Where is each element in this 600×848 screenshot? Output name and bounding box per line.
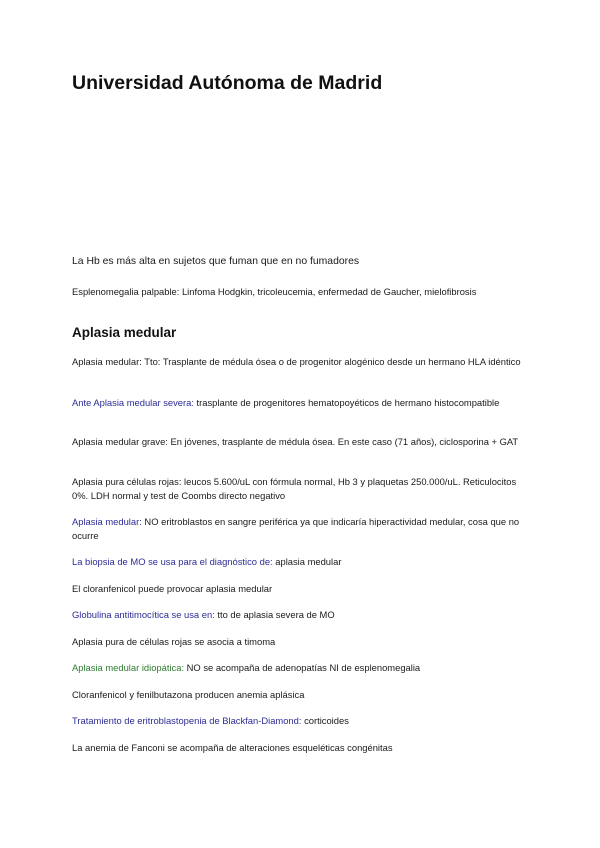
item-label: Globulina antitimocítica se usa en: (72, 609, 215, 620)
paragraph-text: La Hb es más alta en sujetos que fuman que en no fumadores (72, 256, 360, 267)
paragraph-text: Esplenomegalia palpable: Linfoma Hodgkin, tricoleucemia, enfermedad de Gaucher, mielofibrosis (72, 286, 477, 297)
item-label: La biopsia de MO se usa para el diagnóstico de: (72, 556, 273, 567)
list-item (72, 582, 532, 596)
list-item (72, 355, 532, 369)
paragraph-text: Aplasia pura de células rojas se asocia a timoma (72, 636, 276, 647)
list-item (72, 688, 532, 702)
list-item (72, 608, 532, 622)
list-item (72, 515, 532, 543)
paragraph-text: corticoides (301, 715, 349, 726)
paragraph-text: Cloranfenicol y fenilbutazona producen anemia aplásica (72, 689, 305, 700)
list-item (72, 741, 532, 755)
paragraph-text: aplasia medular (272, 556, 342, 567)
list-item (72, 661, 532, 675)
paragraph-text: Aplasia medular grave: En jóvenes, trasplante de médula ósea. En este caso (71 años), ciclosporina + GAT (72, 436, 519, 447)
paragraph-text: NO se acompaña de adenopatías NI de esplenomegalia (184, 662, 421, 673)
list-item (72, 396, 532, 410)
list-item (72, 555, 532, 569)
list-item (72, 435, 532, 449)
item-label: Aplasia medular idiopática: (72, 662, 185, 673)
intro-paragraph-esplenomegalia (72, 285, 532, 299)
item-label: Aplasia medular: (72, 516, 142, 527)
paragraph-text: Aplasia medular: Tto: Trasplante de médula ósea o de progenitor alogénico desde un hermano HLA idéntico (72, 356, 521, 367)
paragraph-text: La anemia de Fanconi se acompaña de alteraciones esqueléticas congénitas (72, 742, 393, 753)
page-title: Universidad Autónoma de Madrid (72, 72, 383, 94)
list-item (72, 635, 532, 649)
paragraph-text: tto de aplasia severa de MO (214, 609, 335, 620)
section-heading: Aplasia medular (72, 325, 177, 340)
item-label: Ante Aplasia medular severa: (72, 397, 194, 408)
intro-paragraph-hb (72, 255, 532, 269)
item-label: Tratamiento de eritroblastopenia de Blackfan-Diamond: (72, 715, 302, 726)
list-item (72, 714, 532, 728)
paragraph-text: trasplante de progenitores hematopoyéticos de hermano histocompatible (193, 397, 500, 408)
paragraph-text: El cloranfenicol puede provocar aplasia medular (72, 583, 273, 594)
list-item (72, 475, 532, 503)
paragraph-text: Aplasia pura células rojas: leucos 5.600/uL con fórmula normal, Hb 3 y plaquetas 250.000/uL. Reticulocitos 0%. LDH normal y test de Coombs directo negativo (72, 476, 517, 501)
paragraph-text: NO eritroblastos en sangre periférica ya que indicaría hiperactividad medular, cosa que no ocurre (72, 516, 520, 541)
